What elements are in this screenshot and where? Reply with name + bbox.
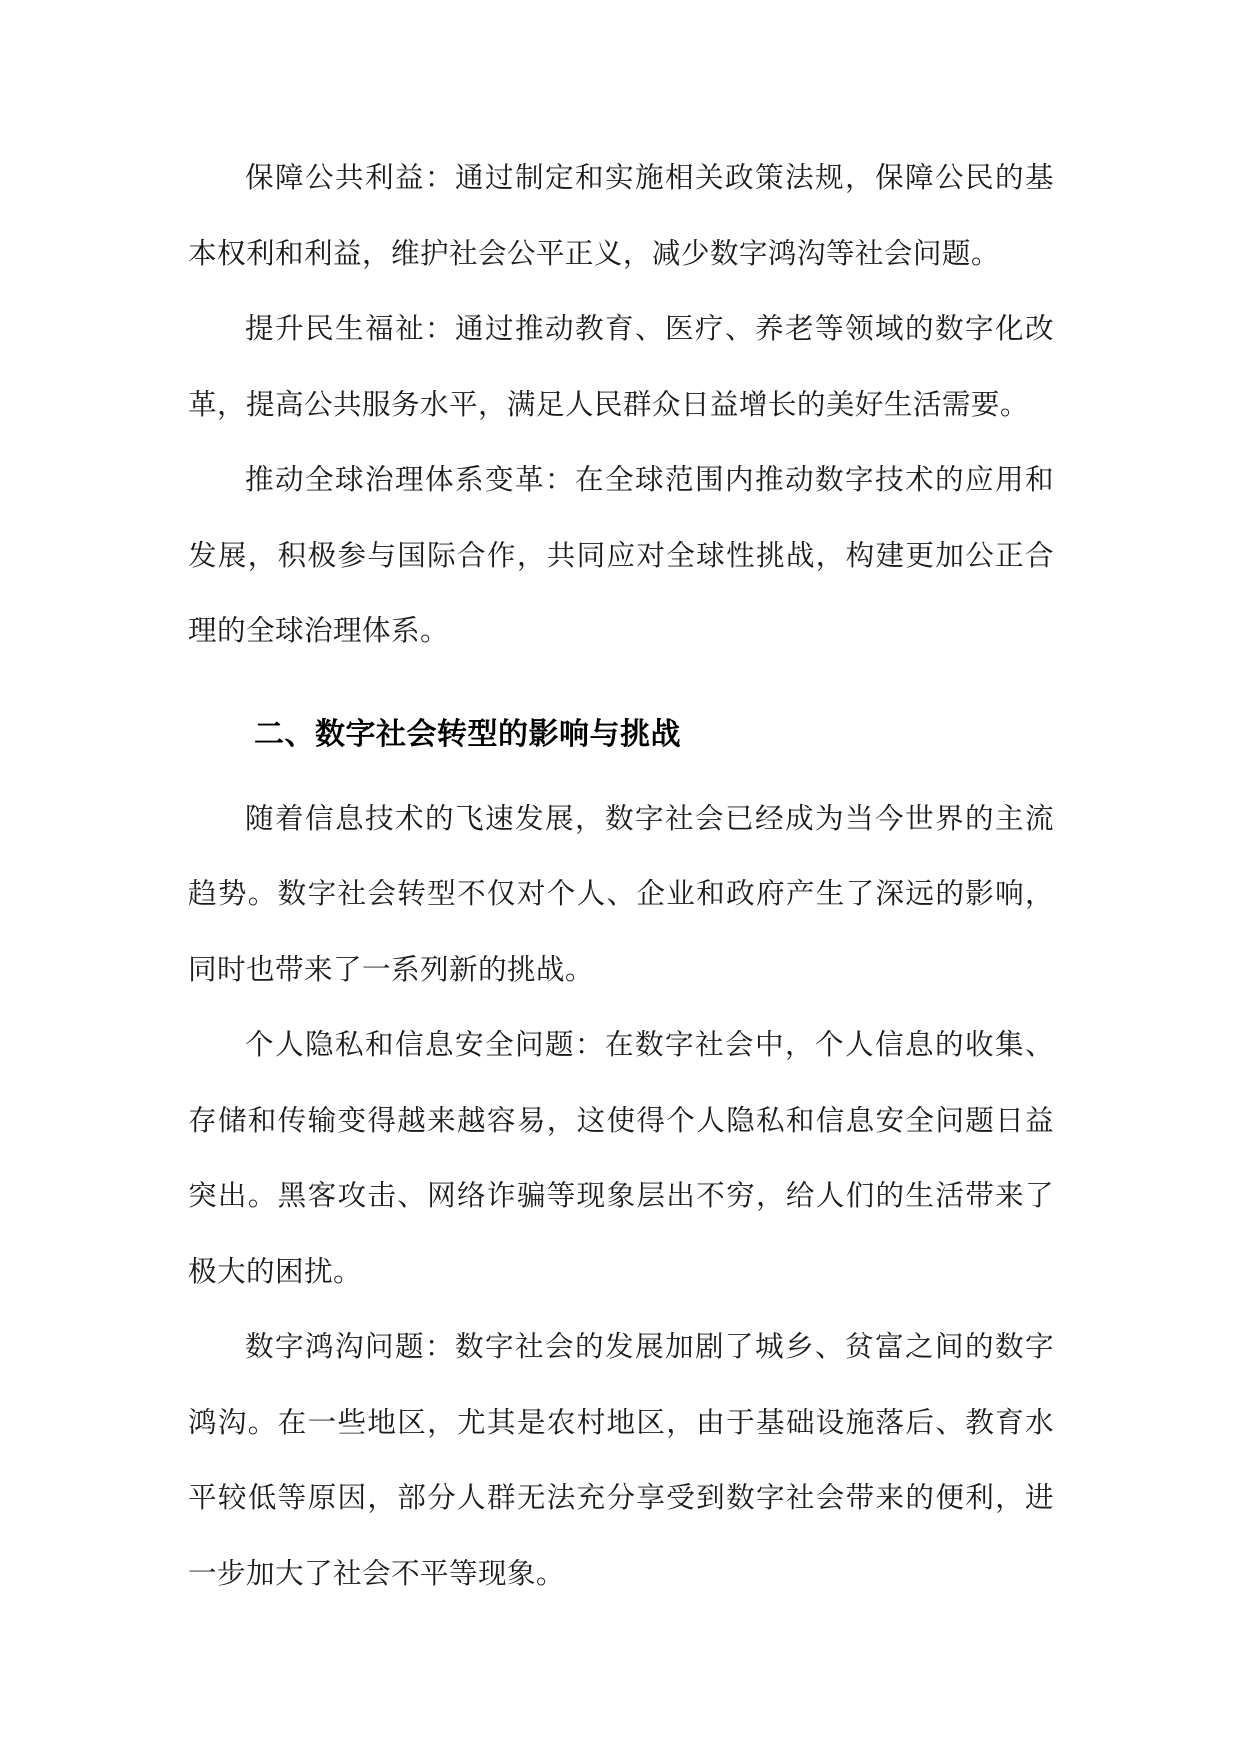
document-body — [188, 140, 1054, 1611]
paragraph-public-interest: 保障公共利益：通过制定和实施相关政策法规，保障公民的基本权利和利益，维护社会公平正义，减少数字鸿沟等社会问题。 — [188, 160, 1054, 270]
section-heading-wrapper — [188, 669, 1054, 781]
paragraph-digital-divide: 数字鸿沟问题：数字社会的发展加剧了城乡、贫富之间的数字鸿沟。在一些地区，尤其是农村地区，由于基础设施落后、教育水平较低等原因，部分人群无法充分享受到数字社会带来的便利，进一步加大了社会不平等现象。 — [188, 1329, 1054, 1590]
paragraph-intro: 随着信息技术的飞速发展，数字社会已经成为当今世界的主流趋势。数字社会转型不仅对个人、企业和政府产生了深远的影响，同时也带来了一系列新的挑战。 — [188, 800, 1054, 986]
section-heading: 二、数字社会转型的影响与挑战 — [254, 716, 681, 752]
paragraph-global-governance: 推动全球治理体系变革：在全球范围内推动数字技术的应用和发展，积极参与国际合作，共同应对全球性挑战，构建更加公正合理的全球治理体系。 — [188, 462, 1054, 647]
paragraph-livelihood: 提升民生福祉：通过推动教育、医疗、养老等领域的数字化改革，提高公共服务水平，满足人民群众日益增长的美好生活需要。 — [188, 311, 1054, 421]
paragraph-privacy: 个人隐私和信息安全问题：在数字社会中，个人信息的收集、存储和传输变得越来越容易，这使得个人隐私和信息安全问题日益突出。黑客攻击、网络诈骗等现象层出不穷，给人们的生活带来了极大的困扰。 — [188, 1027, 1054, 1288]
